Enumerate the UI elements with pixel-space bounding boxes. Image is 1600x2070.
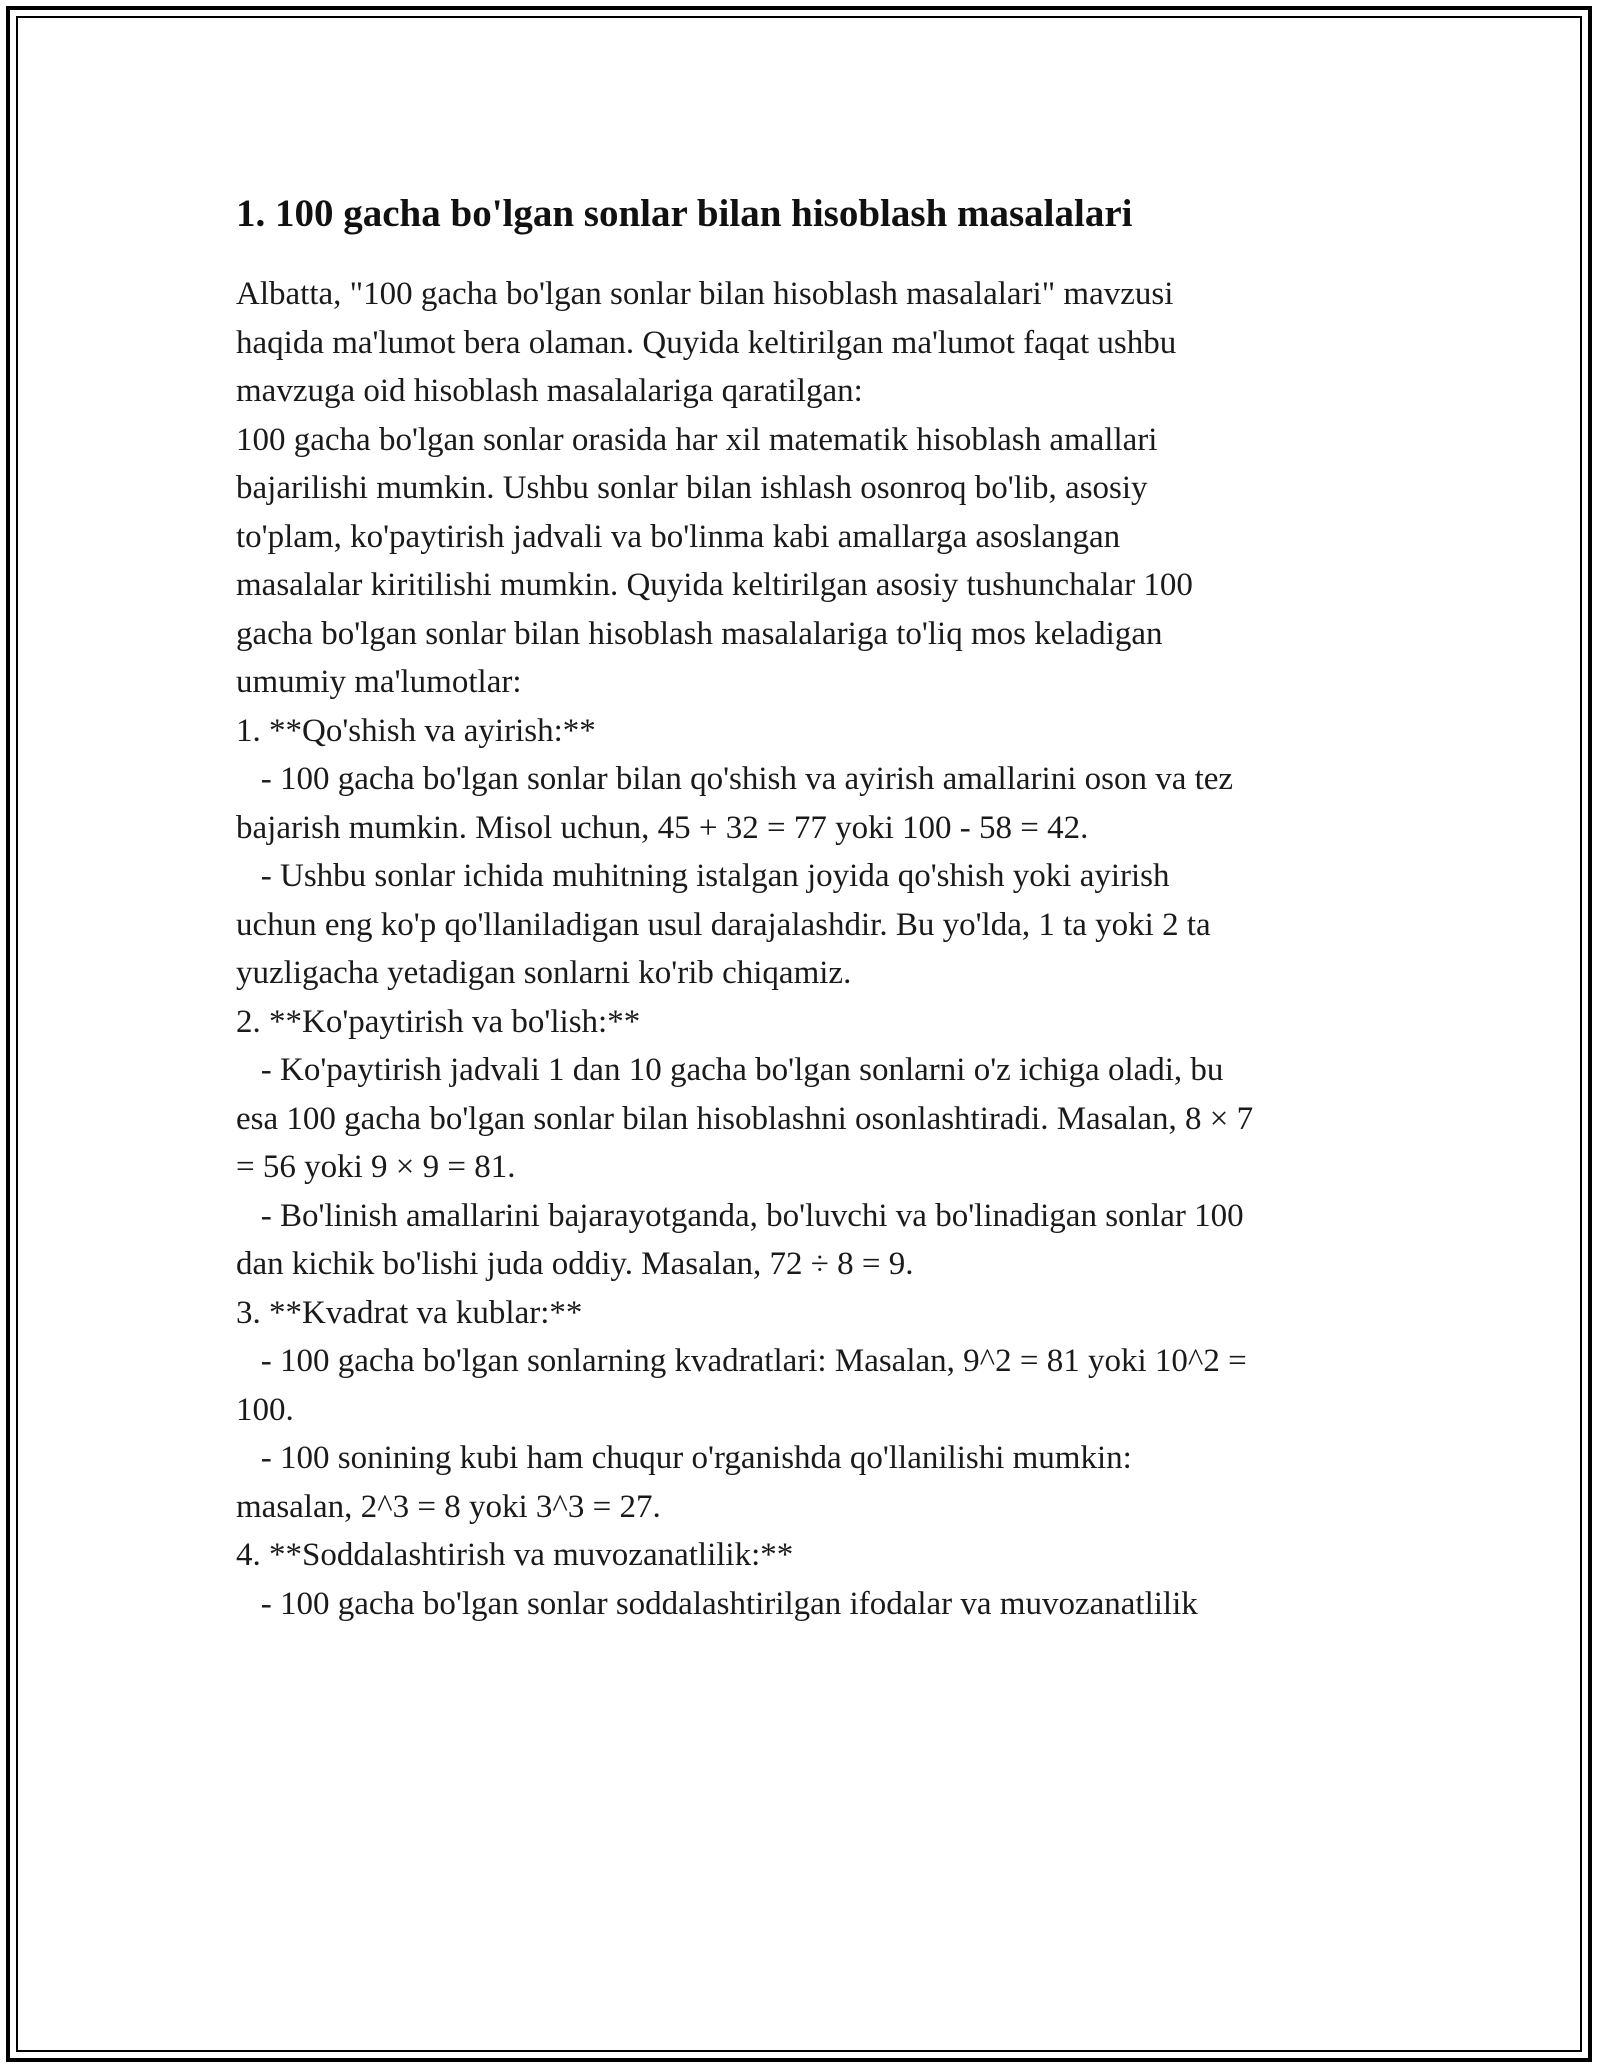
- document-heading: 1. 100 gacha bo'lgan sonlar bilan hisoblash masalalari: [236, 192, 1133, 235]
- section-addition-subtraction: 1. **Qo'shish va ayirish:** - 100 gacha bo'lgan sonlar bilan qo'shish va ayirish amallarini oson va tez bajarish mumkin. Misol uchun, 45 + 32 = 77 yoki 100 - 58 = 42. - Ushbu sonlar ichida muhitning istalgan joyida qo'shish yoki ayirish uchun eng ko'p qo'llaniladigan usul darajalashdir. Bu yo'lda, 1 ta yoki 2 ta yuzligacha yetadigan sonlarni ko'rib chiqamiz.: [236, 712, 1234, 991]
- paragraph-overview: 100 gacha bo'lgan sonlar orasida har xil matematik hisoblash amallari bajarilishi mumkin. Ushbu sonlar bilan ishlash osonroq bo'lib, asosiy to'plam, ko'paytirish jadvali va bo'linma kabi amallarga asoslangan masalalar kiritilishi mumkin. Quyida keltirilgan asosiy tushunchalar 100 gacha bo'lgan sonlar bilan hisoblash masalalariga to'liq mos keladigan umumiy ma'lumotlar:: [236, 421, 1193, 700]
- section-squares-cubes: 3. **Kvadrat va kublar:** - 100 gacha bo'lgan sonlarning kvadratlari: Masalan, 9^2 = 81 yoki 10^2 = 100. - 100 sonining kubi ham chuqur o'rganishda qo'llanilishi mumkin: masalan, 2^3 = 8 yoki 3^3 = 27.: [236, 1294, 1247, 1525]
- document-body: [236, 188, 1386, 1628]
- paragraph-intro: Albatta, "100 gacha bo'lgan sonlar bilan hisoblash masalalari" mavzusi haqida ma'lumot bera olaman. Quyida keltirilgan ma'lumot faqat ushbu mavzuga oid hisoblash masalalariga qaratilgan:: [236, 276, 1177, 409]
- section-multiplication-division: 2. **Ko'paytirish va bo'lish:** - Ko'paytirish jadvali 1 dan 10 gacha bo'lgan sonlarni o'z ichiga oladi, bu esa 100 gacha bo'lgan sonlar bilan hisoblashni osonlashtiradi. Masalan, 8 × 7 = 56 yoki 9 × 9 = 81. - Bo'linish amallarini bajarayotganda, bo'luvchi va bo'linadigan sonlar 100 dan kichik bo'lishi juda oddiy. Masalan, 72 ÷ 8 = 9.: [236, 1003, 1254, 1282]
- section-simplification: 4. **Soddalashtirish va muvozanatlilik:** - 100 gacha bo'lgan sonlar soddalashtirilgan ifodalar va muvozanatlilik: [236, 1537, 1198, 1622]
